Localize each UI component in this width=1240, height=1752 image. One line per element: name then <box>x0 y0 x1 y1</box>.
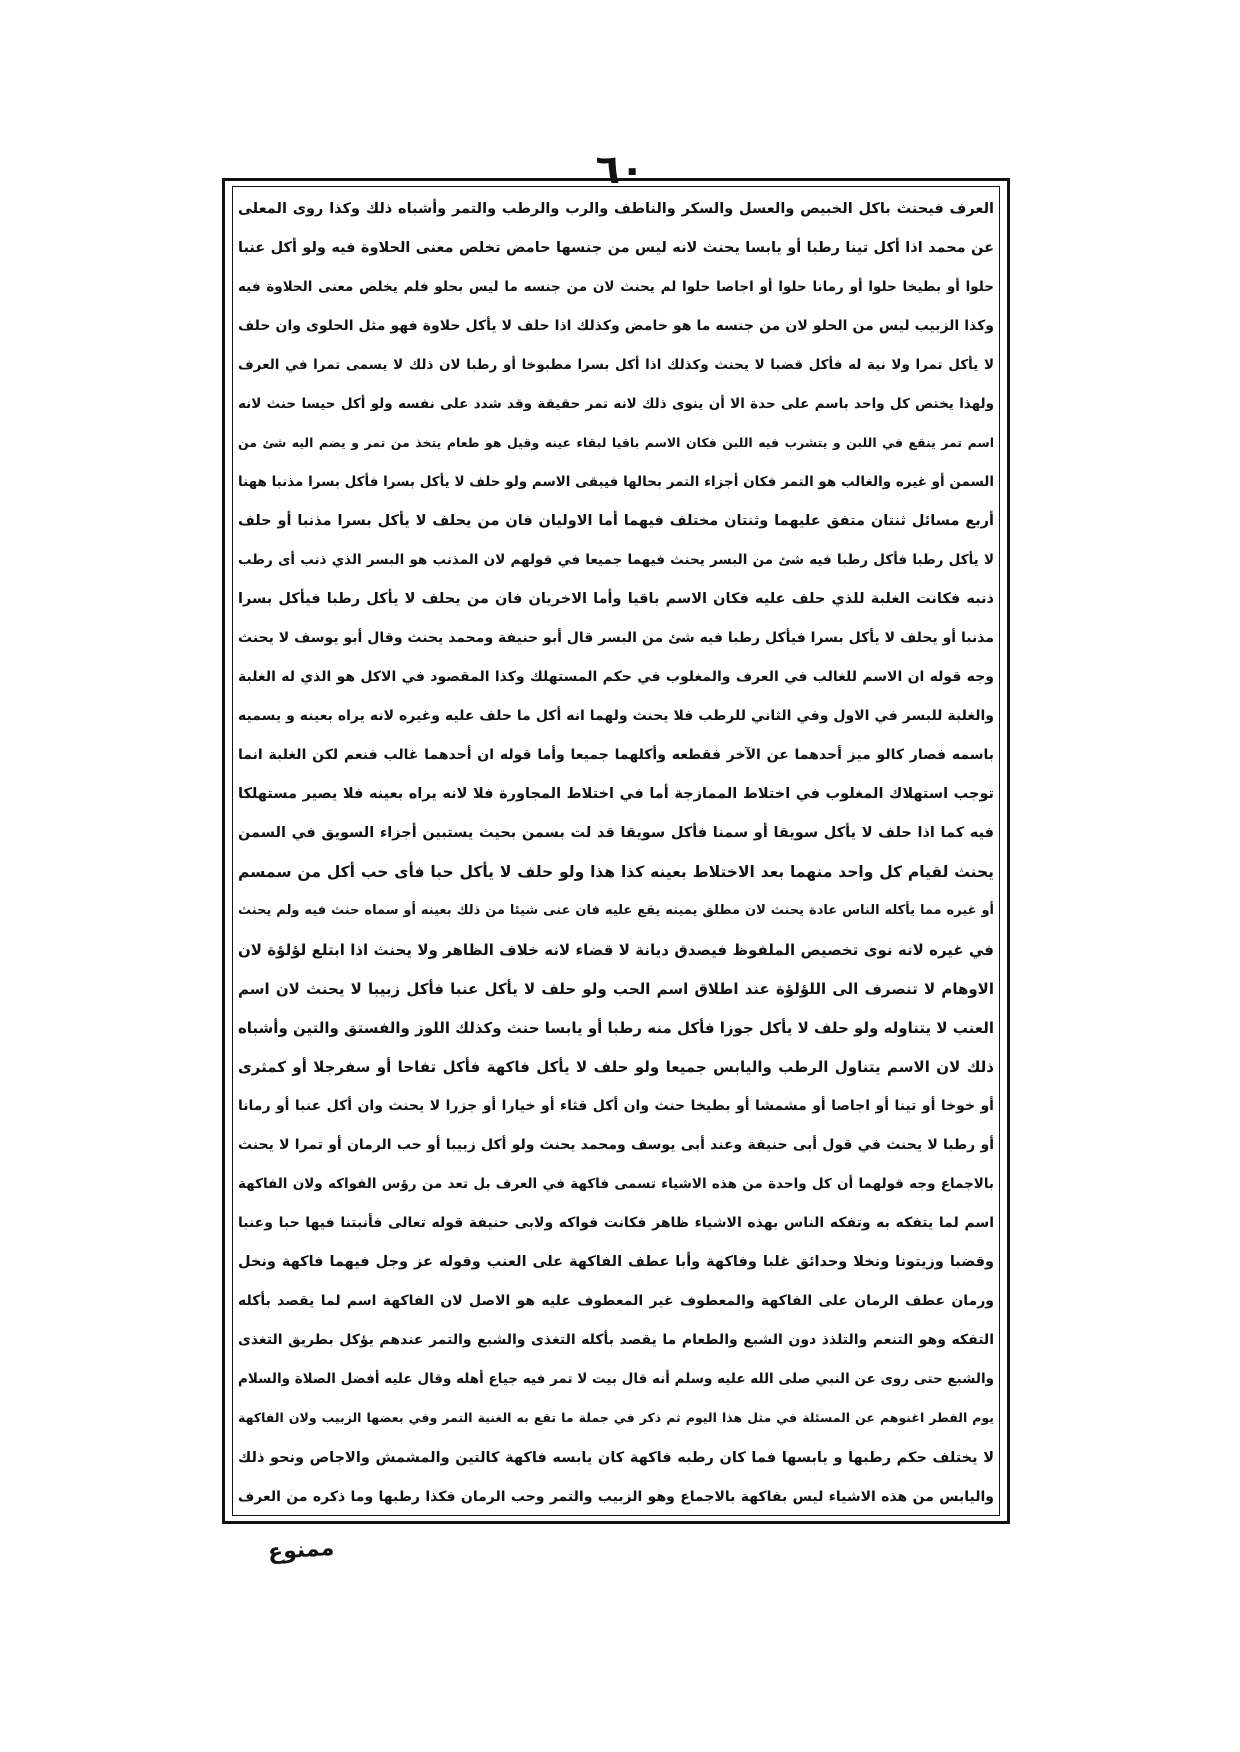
text-line: لا يأكل تمرا ولا نية له فأكل قضبا لا يحنث وكذلك اذا أكل بسرا مطبوخا أو رطبا لان ذلك لا يسمى تمرا في العرف <box>238 357 994 374</box>
text-line: في غيره لانه نوى تخصيص الملفوظ فيصدق ديانة لا قضاء لانه خلاف الظاهر ولا يحنث اذا ابتلع لؤلؤة لان <box>238 941 994 960</box>
text-line: وكذا الزبيب ليس من الحلو لان من جنسه ما هو حامض وكذلك اذا حلف لا يأكل حلاوة فهو مثل الحلوى وان حلف <box>238 318 994 335</box>
page-number: ٦٠ <box>595 147 645 193</box>
text-line: واليابس من هذه الاشياء ليس بفاكهة بالاجماع وهو الزبيب والتمر وحب الرمان فكذا رطبها وما ذكره من العرف <box>238 1488 994 1505</box>
text-line: العرف فيحنث باكل الخبيص والعسل والسكر والناطف والرب والرطب والتمر وأشباه ذلك وكذا روى المعلى <box>238 201 994 217</box>
text-line: توجب استهلاك المغلوب في اختلاط الممازجة أما في اختلاط المجاورة فلا لانه يراه بعينه فلا يصير مستهلكا <box>238 786 994 803</box>
text-line: ذلك لان الاسم يتناول الرطب واليابس جميعا ولو حلف لا يأكل فاكهة فأكل تفاحا أو سفرجلا أو كمثرى <box>238 1058 994 1077</box>
text-line: لا يختلف حكم رطبها و يابسها فما كان رطبه فاكهة كان يابسه فاكهة كالتين والمشمش والاجاص ونحو ذلك <box>238 1449 994 1466</box>
text-line: السمن أو غيره والغالب هو التمر فكان أجزاء التمر بحالها فيبقى الاسم ولو حلف لا يأكل بسرا فأكل بسرا مذنبا ههنا <box>238 474 994 491</box>
text-line: العنب لا يتناوله ولو حلف لا يأكل جوزا فأكل منه رطبا أو يابسا حنث وكذلك اللوز والفستق والتين وأشباه <box>238 1019 994 1038</box>
text-line: وجه قوله ان الاسم للغالب في العرف والمغلوب في حكم المستهلك وكذا المقصود في الاكل هو الذي له الغلبة <box>238 669 994 686</box>
text-line: ذنبه فكانت الغلبة للذي حلف عليه فكان الاسم باقيا وأما الاخريان فان من يحلف لا يأكل رطبا فيأكل بسرا <box>238 591 994 608</box>
text-line: أو خوخا أو تينا أو اجاصا أو مشمشا أو بطيخا حنث وان أكل قثاء أو خيارا أو جزرا لا يحنث وان أكل عنبا أو رمانا <box>238 1098 994 1115</box>
text-line: بالاجماع وجه قولهما أن كل واحدة من هذه الاشياء تسمى فاكهة في العرف بل تعد من رؤس الفواكه ولان الفاكهة <box>238 1176 994 1193</box>
text-line: يوم الفطر اغنوهم عن المسئلة في مثل هذا اليوم ثم ذكر في جملة ما تقع به الغنية التمر وفي بعضها الزبيب ولان الفاكهة <box>238 1410 994 1426</box>
text-line: أربع مسائل ثنتان متفق عليهما وثنتان مختلف فيهما أما الاوليان فان من يحلف لا يأكل بسرا مذنبا أو حلف <box>238 513 994 530</box>
text-line: أو رطبا لا يحنث في قول أبى حنيفة وعند أبى يوسف ومحمد يحنث ولو أكل زبيبا أو حب الرمان أو تمرا لا يحنث <box>238 1137 994 1154</box>
text-line: والغلبة للبسر في الاول وفي الثاني للرطب فلا يحنث ولهما انه أكل ما حلف عليه وغيره لانه يراه بعينه و يسميه <box>238 708 994 725</box>
text-line: اسم تمر ينقع في اللبن و يتشرب فيه اللبن فكان الاسم باقيا لبقاء عينه وقيل هو طعام يتخذ من تمر و يضم اليه شئ من <box>238 435 994 451</box>
text-line: والشبع حتى روى عن النبي صلى الله عليه وسلم أنه قال بيت لا تمر فيه جياع أهله وقال عليه أفضل الصلاة والسلام <box>238 1371 994 1388</box>
text-line: لا يأكل رطبا فأكل رطبا فيه شئ من البسر يحنث فيهما جميعا في قولهم لان المذنب هو البسر الذي ذنب أى رطب <box>238 552 994 569</box>
text-line: فيه كما اذا حلف لا يأكل سويقا أو سمنا فأكل سويقا قد لت بسمن بحيث يستبين أجزاء السويق في السمن <box>238 825 994 842</box>
text-line: اسم لما يتفكه به وتفكه الناس بهذه الاشياء ظاهر فكانت فواكه ولابى حنيفة قوله تعالى فأنبتنا فيها حبا وعنبا <box>238 1215 994 1232</box>
text-line: مذنبا أو يحلف لا يأكل بسرا فيأكل رطبا فيه شئ من البسر قال أبو حنيفة ومحمد يحنث وقال أبو يوسف لا يحنث <box>238 630 994 647</box>
text-line: وقضبا وزيتونا ونخلا وحدائق غلبا وفاكهة وأبا عطف الفاكهة على العنب وقوله عز وجل فيهما فاكهة ونخل <box>238 1254 994 1271</box>
text-line: باسمه فصار كالو ميز أحدهما عن الآخر فقطعه وأكلهما جميعا وأما قوله ان أحدهما غالب فنعم لكن الغلبة انما <box>238 747 994 764</box>
catchword: ممنوع <box>267 1535 335 1566</box>
main-text-block <box>238 196 994 1510</box>
text-line: التفكه وهو التنعم والتلذذ دون الشبع والطعام ما يقصد بأكله التغذى والشبع والتمر عندهم يؤكل بطريق التغذى <box>238 1332 994 1349</box>
text-line: عن محمد اذا أكل تينا رطبا أو يابسا يحنث لانه ليس من جنسها حامض تخلص معنى الحلاوة فيه ولو أكل عنبا <box>238 240 994 257</box>
text-line: أو غيره مما يأكله الناس عادة يحنث لان مطلق يمينه يقع عليه فان عنى شيئا من ذلك بعينه أو سماه حنث فيه ولم يحنث <box>238 903 994 919</box>
text-line: يحنث لقيام كل واحد منهما بعد الاختلاط بعينه كذا هذا ولو حلف لا يأكل حبا فأى حب أكل من سمسم <box>238 863 994 882</box>
text-line: حلوا أو بطيخا حلوا أو رمانا حلوا أو اجاصا حلوا لم يحنث لان من جنسه ما ليس بحلو فلم يخلص معنى الحلاوة فيه <box>238 279 994 296</box>
text-line: ولهذا يختص كل واحد باسم على حدة الا أن ينوى ذلك لانه تمر حقيقة وقد شدد على نفسه ولو أكل حيسا حنث لانه <box>238 396 994 413</box>
text-line: الاوهام لا تنصرف الى اللؤلؤة عند اطلاق اسم الحب ولو حلف لا يأكل عنبا فأكل زبيبا لا يحنث لان اسم <box>238 980 994 999</box>
text-line: ورمان عطف الرمان على الفاكهة والمعطوف غير المعطوف عليه هو الاصل لان الفاكهة اسم لما يقصد بأكله <box>238 1293 994 1310</box>
